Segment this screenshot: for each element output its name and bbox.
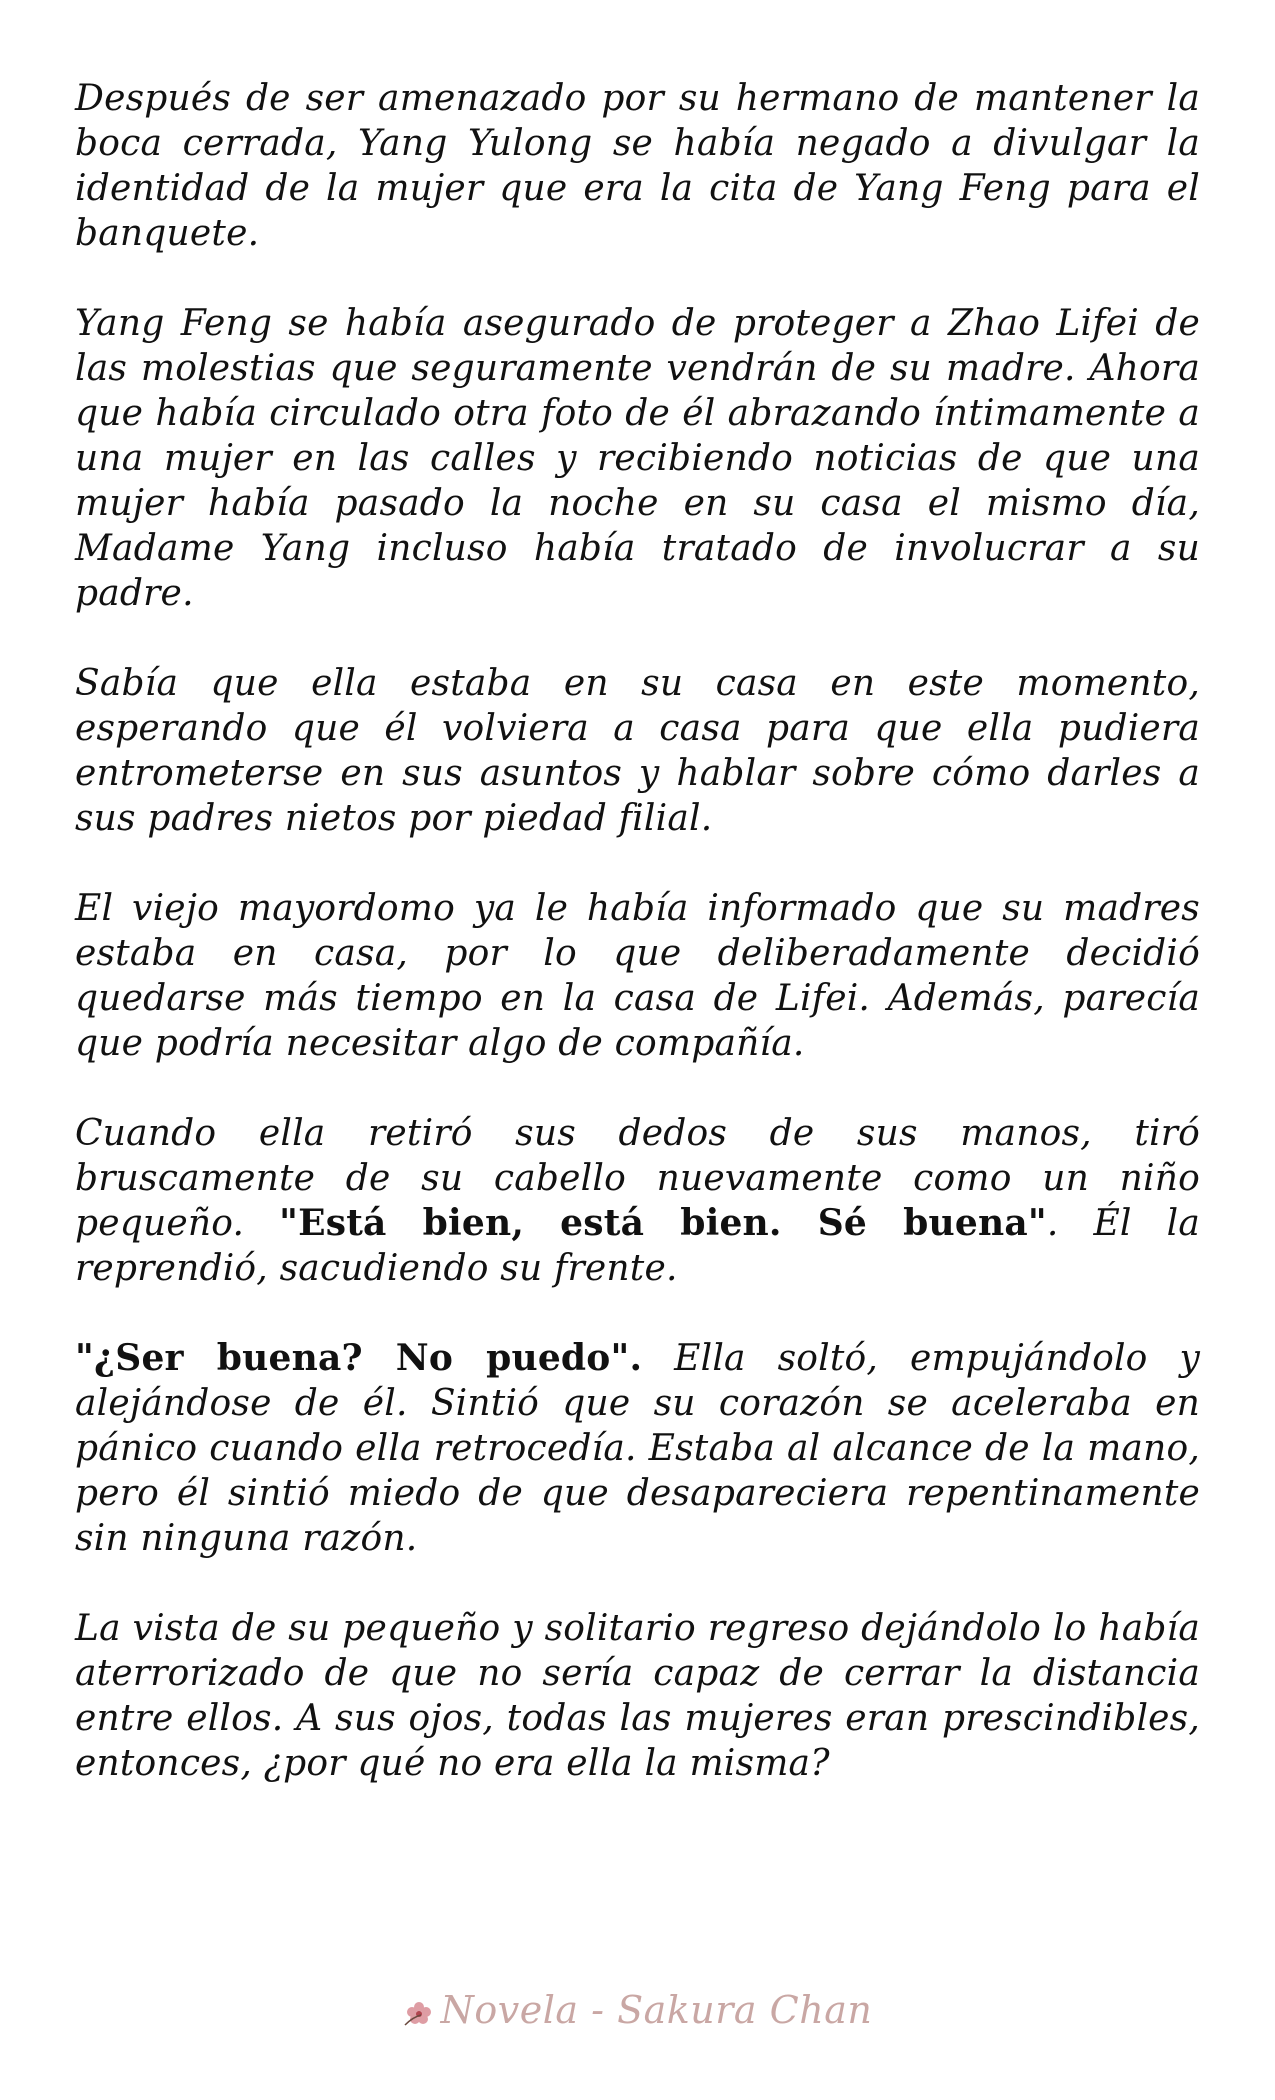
paragraph-7: La vista de su pequeño y solitario regreso dejándolo lo había aterrorizado de que no sería capaz de cerrar la distancia entre ellos. A sus ojos, todas las mujeres eran prescindibles, entonces, ¿por qué no era ella la misma? <box>75 1608 1200 1784</box>
dialogue-text: "Está bien, está bien. Sé buena" <box>279 1202 1047 1244</box>
paragraph-5 <box>75 1111 1200 1291</box>
paragraph-1: Después de ser amenazado por su hermano de mantener la boca cerrada, Yang Yulong se había negado a divulgar la identidad de la mujer que era la cita de Yang Feng para el banquete. <box>75 78 1200 254</box>
narration-text: . Él la reprendió, sacudiendo su frente. <box>75 1203 1200 1289</box>
watermark <box>0 1988 1275 2036</box>
dialogue-text: "¿Ser buena? No puedo". <box>75 1337 643 1379</box>
document-body <box>75 76 1200 1831</box>
sakura-flower-icon <box>403 1992 435 2036</box>
narration-text: Cuando ella retiró sus dedos de sus manos, tiró bruscamente de su cabello nuevamente como un niño pequeño. <box>75 1113 1200 1244</box>
watermark-text: Novela - Sakura Chan <box>440 1988 873 2032</box>
paragraph-2: Yang Feng se había asegurado de proteger a Zhao Lifei de las molestias que seguramente vendrán de su madre. Ahora que había circulado otra foto de él abrazando íntimamente a una mujer en las calles y recibiendo noticias de que una mujer había pasado la noche en su casa el mismo día, Madame Yang incluso había tratado de involucrar a su padre. <box>75 303 1200 614</box>
paragraph-3: Sabía que ella estaba en su casa en este momento, esperando que él volviera a casa para que ella pudiera entrometerse en sus asuntos y hablar sobre cómo darles a sus padres nietos por piedad filial. <box>75 663 1200 839</box>
paragraph-6 <box>75 1336 1200 1561</box>
narration-text: Ella soltó, empujándolo y alejándose de él. Sintió que su corazón se aceleraba en pánico cuando ella retrocedía. Estaba al alcance de la mano, pero él sintió miedo de que desapareciera repentinamente sin ninguna razón. <box>75 1338 1201 1559</box>
paragraph-4: El viejo mayordomo ya le había informado que su madres estaba en casa, por lo que deliberadamente decidió quedarse más tiempo en la casa de Lifei. Además, parecía que podría necesitar algo de compañía. <box>75 888 1200 1064</box>
